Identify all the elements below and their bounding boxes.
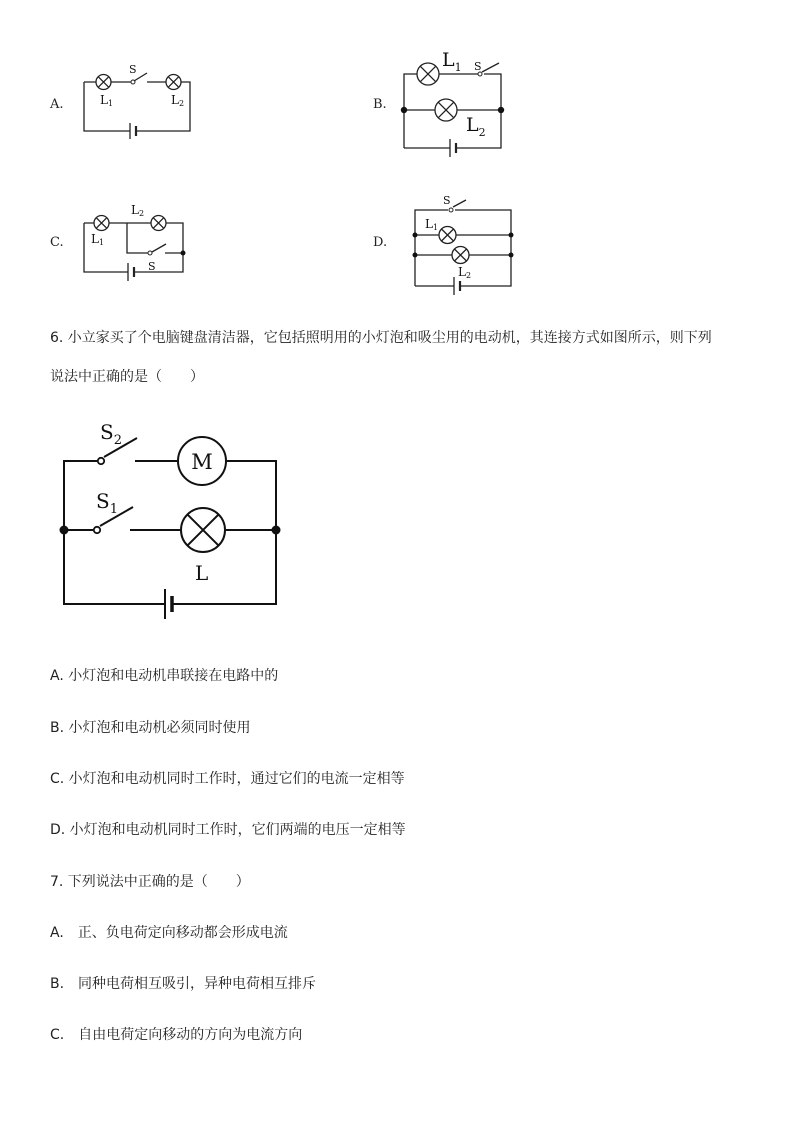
svg-text:S: S <box>148 260 156 273</box>
option-a-letter: A. <box>50 97 64 112</box>
svg-text:L2: L2 <box>171 93 185 108</box>
option-d-letter: D. <box>373 235 388 250</box>
svg-text:S: S <box>474 60 482 73</box>
svg-text:L2: L2 <box>131 203 145 218</box>
question-7-option-b[interactable]: B. 同种电荷相互吸引，异种电荷相互排斥 <box>50 976 317 992</box>
lamp-symbol <box>181 508 225 552</box>
svg-text:S: S <box>443 194 451 207</box>
option-b-letter: B. <box>373 97 387 112</box>
question-7-stem: 7. 下列说法中正确的是（ ） <box>50 874 250 890</box>
switch-s-label: S <box>129 63 137 76</box>
svg-text:L: L <box>195 561 209 585</box>
question-7-option-c[interactable]: C. 自由电荷定向移动的方向为电流方向 <box>50 1027 303 1043</box>
svg-text:L2: L2 <box>458 265 472 280</box>
question-6-stem-line-1: 6. 小立家买了个电脑键盘清洁器，它包括照明用的小灯泡和吸尘用的电动机，其连接方式如图所示，则下列 <box>50 330 712 346</box>
question-6-option-b[interactable]: B. 小灯泡和电动机必须同时使用 <box>50 720 251 736</box>
question-6-option-a[interactable]: A. 小灯泡和电动机串联接在电路中的 <box>50 668 279 684</box>
svg-text:L1: L1 <box>425 217 439 232</box>
svg-text:L1: L1 <box>100 93 114 108</box>
svg-text:L1: $L_1$ <box>442 49 462 74</box>
option-c-letter: C. <box>50 235 64 250</box>
question-7-option-a[interactable]: A. 正、负电荷定向移动都会形成电流 <box>50 925 288 941</box>
question-6-option-c[interactable]: C. 小灯泡和电动机同时工作时，通过它们的电流一定相等 <box>50 771 405 787</box>
svg-text:S2: $S_2$ <box>100 420 122 448</box>
svg-text:L2: $L_2$ <box>466 114 486 139</box>
question-6-option-d[interactable]: D. 小灯泡和电动机同时工作时，它们两端的电压一定相等 <box>50 822 406 838</box>
svg-text:S1: $S_1$ <box>96 489 118 517</box>
svg-text:L1: L1 <box>91 232 105 247</box>
motor-symbol <box>178 437 226 485</box>
svg-text:M: M <box>191 450 213 474</box>
question-6-stem-line-2: 说法中正确的是（ ） <box>50 369 204 385</box>
